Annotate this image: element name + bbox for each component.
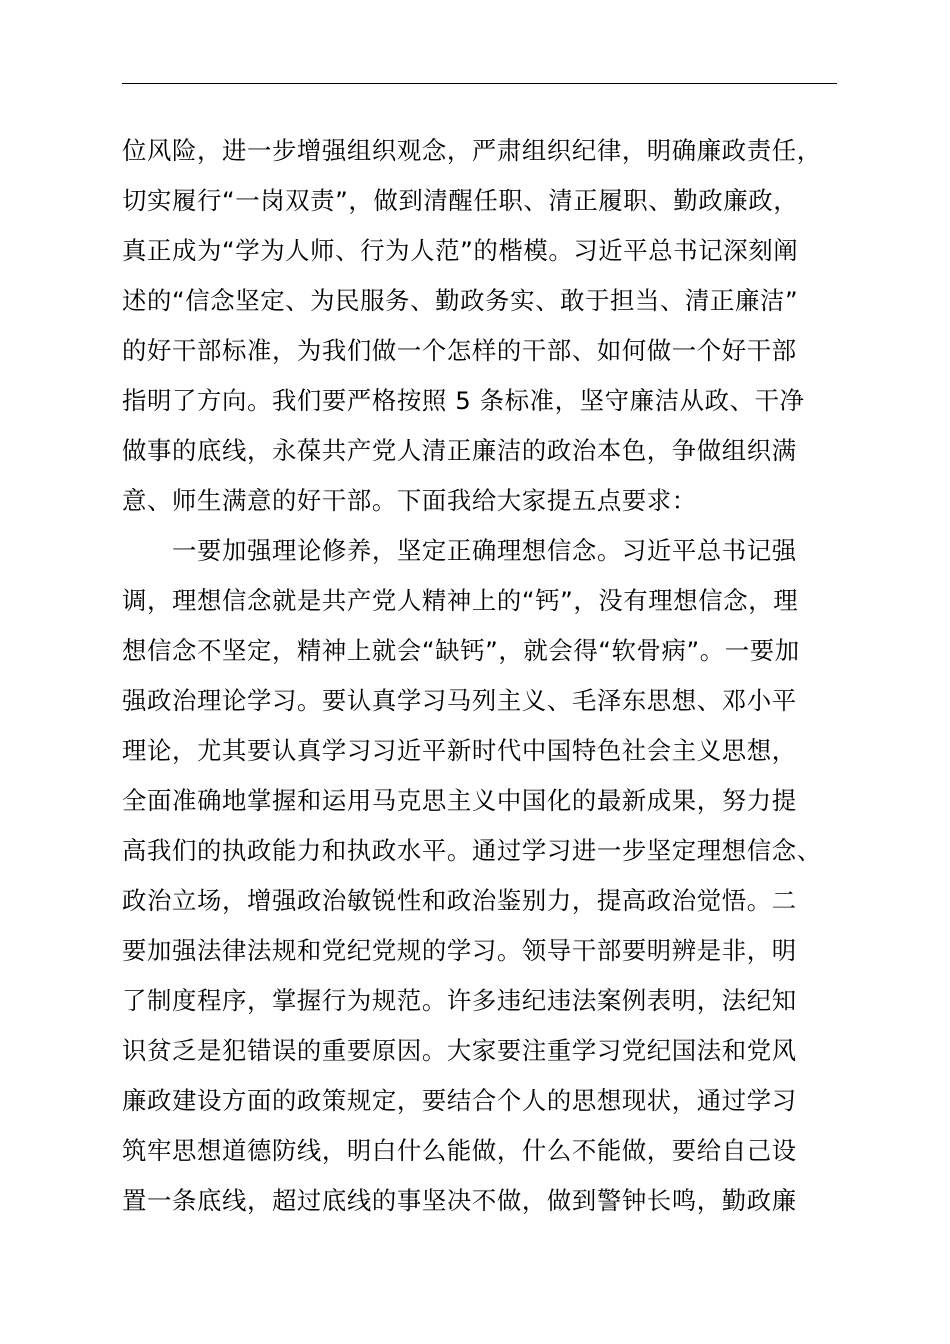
text-line: 理论，尤其要认真学习习近平新时代中国特色社会主义思想， xyxy=(122,736,797,765)
text-line: 调，理想信念就是共产党人精神上的“钙”，没有理想信念，理 xyxy=(122,586,799,615)
text-line: 强政治理论学习。要认真学习马列主义、毛泽东思想、邓小平 xyxy=(122,686,797,715)
text-line: 识贫乏是犯错误的重要原因。大家要注重学习党纪国法和党风 xyxy=(122,1036,797,1065)
text-line: 政治立场，增强政治敏锐性和政治鉴别力，提高政治觉悟。二 xyxy=(122,886,797,915)
text-line: 置一条底线，超过底线的事坚决不做，做到警钟长鸣，勤政廉 xyxy=(122,1186,797,1215)
text-line: 指明了方向。我们要严格按照 5 条标准，坚守廉洁从政、干净 xyxy=(122,386,805,415)
text-line: 要加强法律法规和党纪党规的学习。领导干部要明辨是非，明 xyxy=(122,936,797,965)
text-line: 位风险，进一步增强组织观念，严肃组织纪律，明确廉政责任， xyxy=(122,136,822,165)
text-line: 的好干部标准，为我们做一个怎样的干部、如何做一个好干部 xyxy=(122,336,797,365)
text-line: 意、师生满意的好干部。下面我给大家提五点要求： xyxy=(122,486,697,515)
text-line: 述的“信念坚定、为民服务、勤政务实、敢于担当、清正廉洁” xyxy=(122,286,799,315)
text-line: 全面准确地掌握和运用马克思主义中国化的最新成果，努力提 xyxy=(122,786,797,815)
text-line: 切实履行“一岗双责”，做到清醒任职、清正履职、勤政廉政， xyxy=(122,186,799,215)
text-line: 了制度程序，掌握行为规范。许多违纪违法案例表明，法纪知 xyxy=(122,986,797,1015)
text-line: 廉政建设方面的政策规定，要结合个人的思想现状，通过学习 xyxy=(122,1086,797,1115)
header-rule xyxy=(122,83,837,84)
paragraph-first-line: 一要加强理论修养，坚定正确理想信念。习近平总书记强 xyxy=(172,536,797,565)
body-text xyxy=(122,126,862,1226)
text-line: 做事的底线，永葆共产党人清正廉洁的政治本色，争做组织满 xyxy=(122,436,797,465)
text-line: 筑牢思想道德防线，明白什么能做，什么不能做，要给自己设 xyxy=(122,1136,797,1165)
text-line: 想信念不坚定，精神上就会“缺钙”，就会得“软骨病”。一要加 xyxy=(122,636,800,665)
text-line: 高我们的执政能力和执政水平。通过学习进一步坚定理想信念、 xyxy=(122,836,822,865)
text-line: 真正成为“学为人师、行为人范”的楷模。习近平总书记深刻阐 xyxy=(122,236,799,265)
